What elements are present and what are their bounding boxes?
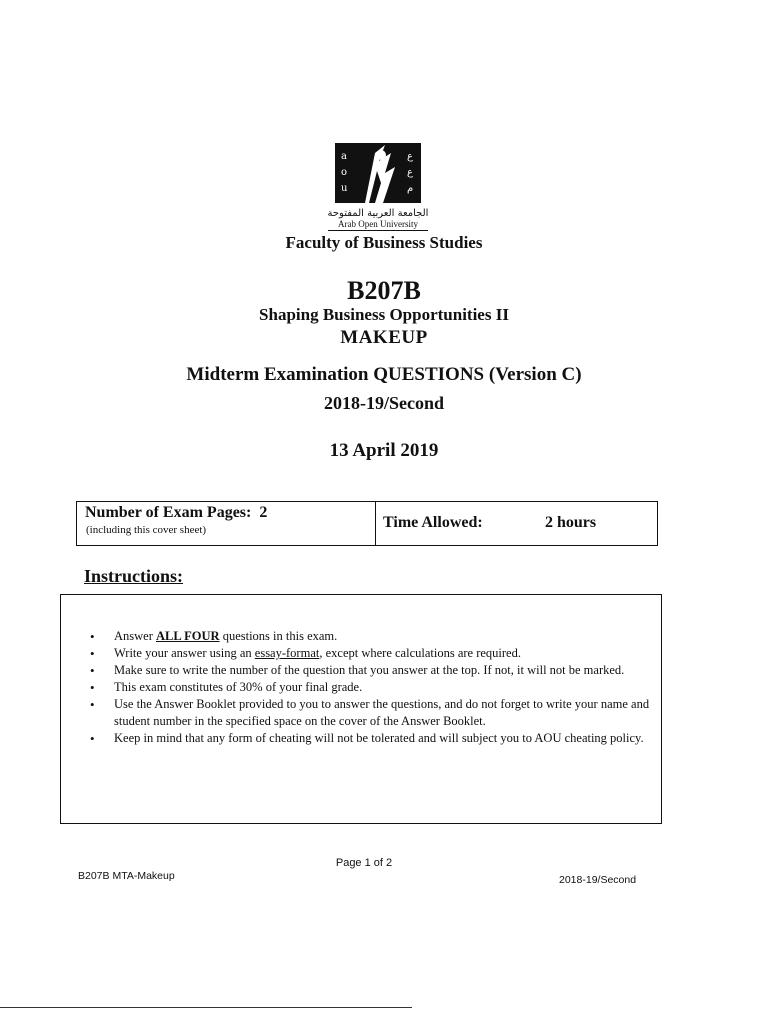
exam-date: 13 April 2019 [329,440,439,461]
faculty-name: Faculty of Business Studies [285,233,483,252]
exam-term: 2018-19/Second [323,393,444,413]
logo-letter-u: u [341,183,348,194]
bottom-divider [0,1007,412,1008]
info-box-divider [375,501,376,546]
logo-letter-a: a [341,151,347,162]
instruction-text: , except where calculations are required. [319,646,521,660]
logo-letter-ar-2: ع [407,167,413,178]
logo-letter-ar-3: م [407,183,414,194]
footer-course: B207B MTA-Makeup [78,870,175,882]
instruction-text: questions in this exam. [219,629,338,643]
logo-letter-ar-1: ع [407,151,413,162]
instruction-item: • Make sure to write the number of the question that you answer at the top. If not, it will not be marked. [90,662,655,679]
instruction-item [90,628,655,645]
instruction-text: Answer [114,629,157,643]
exam-pages-note: (including this cover sheet) [86,524,207,536]
time-allowed-label: Time Allowed: [383,514,483,531]
time-allowed-value: 2 hours [545,514,597,531]
instructions-list [90,628,655,747]
logo-letter-o: o [341,167,348,178]
exam-title: Midterm Examination QUESTIONS (Version C) [186,364,582,385]
instructions-heading: Instructions: [84,566,184,586]
course-title: Shaping Business Opportunities II [259,305,509,324]
footer-term: 2018-19/Second [559,874,637,886]
instruction-emphasis: ALL FOUR [156,629,220,643]
instruction-item [90,645,655,662]
university-logo-icon [335,143,421,203]
exam-pages-label: Number of Exam Pages: 2 [85,504,268,521]
logo-english-name: Arab Open University [338,219,418,229]
instruction-text: Write your answer using an [114,646,255,660]
logo-arabic-name: الجامعة العربية المفتوحة [327,208,429,219]
exam-type: MAKEUP [340,327,428,348]
course-code: B207B [347,276,421,305]
instruction-item: • Use the Answer Booklet provided to you to answer the questions, and do not forget to write your name and student number in the specified space on the cover of the Answer Booklet. [90,696,655,730]
logo-divider [328,230,428,231]
page-number: Page 1 of 2 [335,857,393,869]
instruction-item: • This exam constitutes of 30% of your final grade. [90,679,655,696]
instruction-emphasis: essay-format [254,646,320,660]
instruction-item: • Keep in mind that any form of cheating will not be tolerated and will subject you to AOU cheating policy. [90,730,655,747]
